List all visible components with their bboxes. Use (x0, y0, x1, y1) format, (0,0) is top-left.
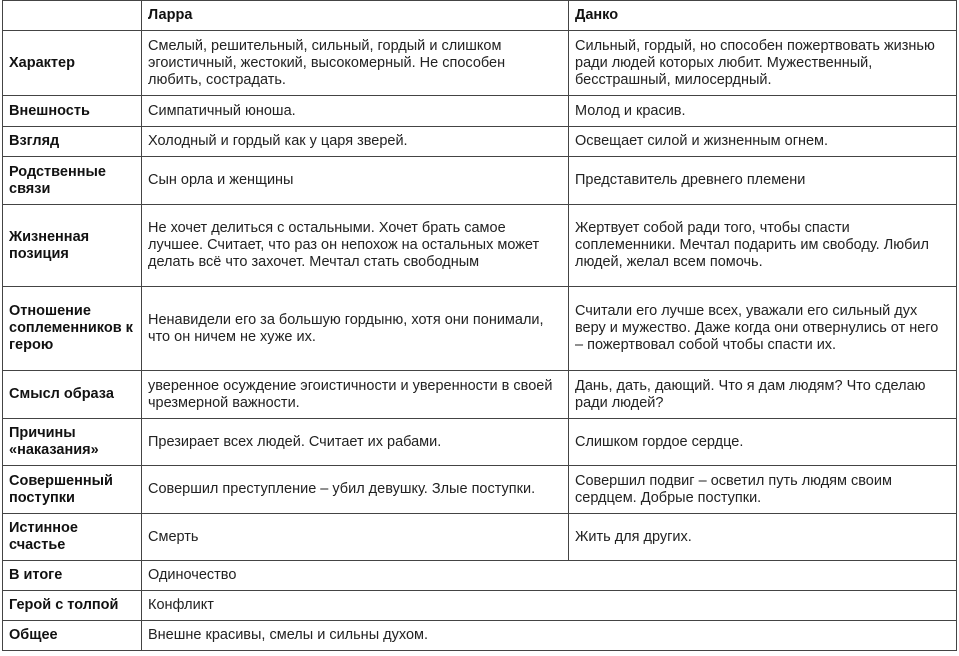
summary-label: В итоге (3, 561, 142, 591)
larra-cell: Не хочет делиться с остальными. Хочет брать самое лучшее. Считает, что раз он непохож на остальных может делать всё что захочет. Мечтал стать свободным (142, 205, 569, 287)
row-label: Отношение соплеменников к герою (3, 287, 142, 371)
row-label: Взгляд (3, 127, 142, 157)
table-row (3, 31, 957, 96)
header-danko: Данко (569, 1, 957, 31)
larra-cell: Холодный и гордый как у царя зверей. (142, 127, 569, 157)
larra-cell: Симпатичный юноша. (142, 96, 569, 127)
danko-cell: Дань, дать, дающий. Что я дам людям? Что сделаю ради людей? (569, 371, 957, 419)
table-row (3, 466, 957, 514)
row-label: Совершенный поступки (3, 466, 142, 514)
row-label: Жизненная позиция (3, 205, 142, 287)
header-empty (3, 1, 142, 31)
summary-value: Конфликт (142, 591, 957, 621)
table-row (3, 157, 957, 205)
danko-cell: Совершил подвиг – осветил путь людям своим сердцем. Добрые поступки. (569, 466, 957, 514)
summary-label: Общее (3, 621, 142, 651)
table-row (3, 514, 957, 561)
header-larra: Ларра (142, 1, 569, 31)
larra-cell: Смелый, решительный, сильный, гордый и слишком эгоистичный, жестокий, высокомерный. Не способен любить, сострадать. (142, 31, 569, 96)
larra-cell: Смерть (142, 514, 569, 561)
danko-cell: Молод и красив. (569, 96, 957, 127)
summary-row (3, 561, 957, 591)
danko-cell: Слишком гордое сердце. (569, 419, 957, 466)
danko-cell: Сильный, гордый, но способен пожертвовать жизнью ради людей которых любит. Мужественный, бесстрашный, милосердный. (569, 31, 957, 96)
summary-label: Герой с толпой (3, 591, 142, 621)
row-label: Смысл образа (3, 371, 142, 419)
larra-cell: Совершил преступление – убил девушку. Злые поступки. (142, 466, 569, 514)
larra-cell: Ненавидели его за большую гордыню, хотя они понимали, что он ничем не хуже их. (142, 287, 569, 371)
larra-cell: Сын орла и женщины (142, 157, 569, 205)
comparison-table (2, 0, 957, 651)
table-row (3, 96, 957, 127)
danko-cell: Освещает силой и жизненным огнем. (569, 127, 957, 157)
row-label: Внешность (3, 96, 142, 127)
table-row (3, 127, 957, 157)
danko-cell: Считали его лучше всех, уважали его сильный дух веру и мужество. Даже когда они отвернулись от него – пожертвовал собой чтобы спасти их. (569, 287, 957, 371)
summary-row (3, 591, 957, 621)
table-row (3, 371, 957, 419)
header-row (3, 1, 957, 31)
larra-cell: уверенное осуждение эгоистичности и уверенности в своей чрезмерной важности. (142, 371, 569, 419)
larra-cell: Презирает всех людей. Считает их рабами. (142, 419, 569, 466)
table-row (3, 419, 957, 466)
table-row (3, 205, 957, 287)
table-row (3, 287, 957, 371)
danko-cell: Жертвует собой ради того, чтобы спасти соплеменники. Мечтал подарить им свободу. Любил людей, желал всем помочь. (569, 205, 957, 287)
row-label: Родственные связи (3, 157, 142, 205)
row-label: Характер (3, 31, 142, 96)
summary-value: Внешне красивы, смелы и сильны духом. (142, 621, 957, 651)
summary-value: Одиночество (142, 561, 957, 591)
danko-cell: Представитель древнего племени (569, 157, 957, 205)
summary-row (3, 621, 957, 651)
row-label: Истинное счастье (3, 514, 142, 561)
danko-cell: Жить для других. (569, 514, 957, 561)
row-label: Причины «наказания» (3, 419, 142, 466)
